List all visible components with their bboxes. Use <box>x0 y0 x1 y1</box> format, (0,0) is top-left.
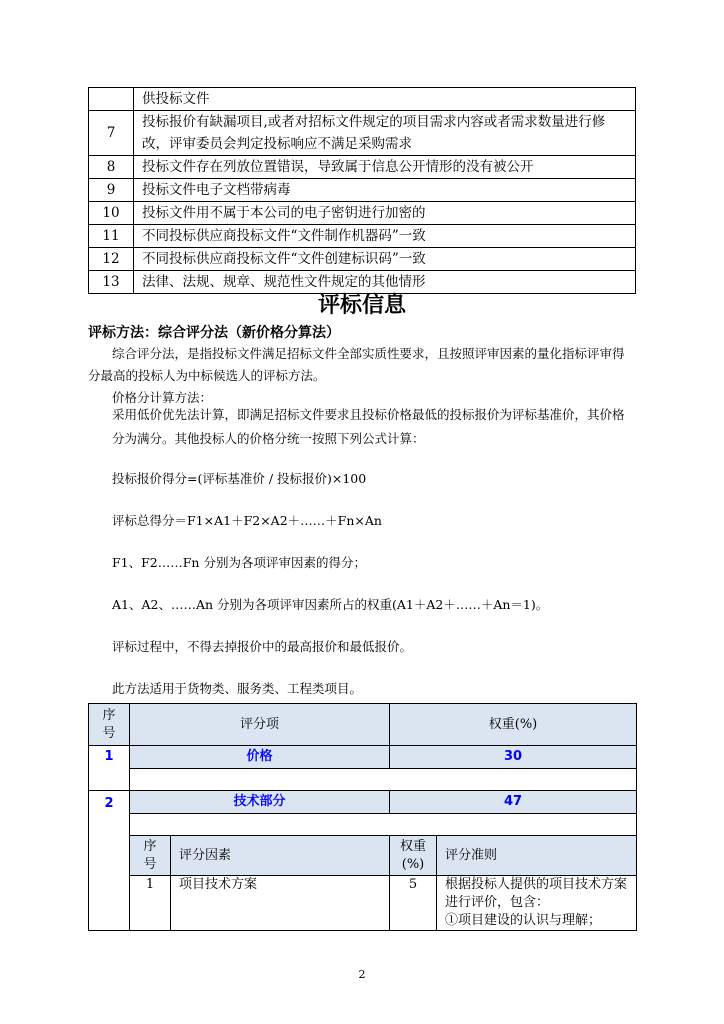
price-calc-line-1: 采用低价优先法计算，即满足招标文件要求且投标价格最低的投标报价为评标基准价，其价格 <box>112 407 625 422</box>
inner-header-num: 序 号 <box>130 836 171 876</box>
price-calc-label: 价格分计算方法： <box>112 390 213 405</box>
inner-row-weight: 5 <box>390 876 437 931</box>
header-weight: 权重(%) <box>390 704 637 746</box>
row-price-empty <box>130 769 637 791</box>
header-num: 序 号 <box>89 704 130 746</box>
formula-factors: F1、F2……Fn 分别为各项评审因素的得分； <box>112 555 366 570</box>
intro-line-1: 综合评分法，是指投标文件满足招标文件全部实质性要求，且按照评审因素的量化指标评审得 <box>112 346 625 361</box>
row-text: 供投标文件 <box>134 88 636 111</box>
table-row <box>89 111 636 156</box>
row-number: 7 <box>89 111 134 156</box>
row-price-num: 1 <box>89 746 130 791</box>
row-text: 投标文件电子文档带病毒 <box>134 179 636 202</box>
inner-header-factor: 评分因素 <box>171 836 390 876</box>
table-row <box>89 88 636 111</box>
inner-row-criteria: 根据投标人提供的项目技术方案进行评价，包含： ①项目建设的认识与理解； <box>437 876 637 931</box>
table-row <box>89 156 636 179</box>
inner-header-weight: 权重 (%) <box>390 836 437 876</box>
disqualification-table <box>88 87 636 294</box>
row-tech-item: 技术部分 <box>130 791 390 814</box>
note-no-drop: 评标过程中，不得去掉报价中的最高报价和最低报价。 <box>112 639 413 654</box>
table-row <box>89 202 636 225</box>
table-row <box>89 248 636 271</box>
row-number: 12 <box>89 248 134 271</box>
intro-line-2: 分最高的投标人为中标候选人的评标方法。 <box>88 368 326 383</box>
row-number: 10 <box>89 202 134 225</box>
formula-score: 投标报价得分=(评标基准价 / 投标报价)×100 <box>112 471 367 486</box>
row-number: 11 <box>89 225 134 248</box>
row-text: 不同投标供应商投标文件“文件创建标识码”一致 <box>134 248 636 271</box>
table-row <box>89 179 636 202</box>
row-text: 投标文件存在列放位置错误，导致属于信息公开情形的没有被公开 <box>134 156 636 179</box>
row-price-weight: 30 <box>390 746 637 769</box>
evaluation-method: 评标方法：综合评分法（新价格分算法） <box>88 325 340 341</box>
row-tech-empty <box>130 814 637 836</box>
header-item: 评分项 <box>130 704 390 746</box>
inner-header-criteria: 评分准则 <box>437 836 637 876</box>
row-tech-weight: 47 <box>390 791 637 814</box>
row-number: 13 <box>89 271 134 294</box>
row-tech-num: 2 <box>89 791 130 931</box>
table-row <box>89 225 636 248</box>
row-number <box>89 88 134 111</box>
row-number: 9 <box>89 179 134 202</box>
row-number: 8 <box>89 156 134 179</box>
formula-weights: A1、A2、……An 分别为各项评审因素所占的权重(A1＋A2＋……＋An＝1)。 <box>112 597 549 612</box>
formula-total: 评标总得分＝F1×A1＋F2×A2＋……＋Fn×An <box>112 513 382 528</box>
price-calc-line-2: 分为满分。其他投标人的价格分统一按照下列公式计算： <box>112 431 425 446</box>
page-number: 2 <box>358 968 366 981</box>
inner-row-num: 1 <box>130 876 171 931</box>
score-table <box>88 703 637 931</box>
inner-row-factor: 项目技术方案 <box>171 876 390 931</box>
note-scope: 此方法适用于货物类、服务类、工程类项目。 <box>112 681 363 696</box>
row-text: 不同投标供应商投标文件“文件制作机器码”一致 <box>134 225 636 248</box>
row-text: 投标文件用不属于本公司的电子密钥进行加密的 <box>134 202 636 225</box>
section-title: 评标信息 <box>317 293 406 318</box>
row-price-item: 价格 <box>130 746 390 769</box>
row-text: 投标报价有缺漏项目,或者对招标文件规定的项目需求内容或者需求数量进行修改，评审委员会判定投标响应不满足采购需求 <box>134 111 636 156</box>
row-text: 法律、法规、规章、规范性文件规定的其他情形 <box>134 271 636 294</box>
